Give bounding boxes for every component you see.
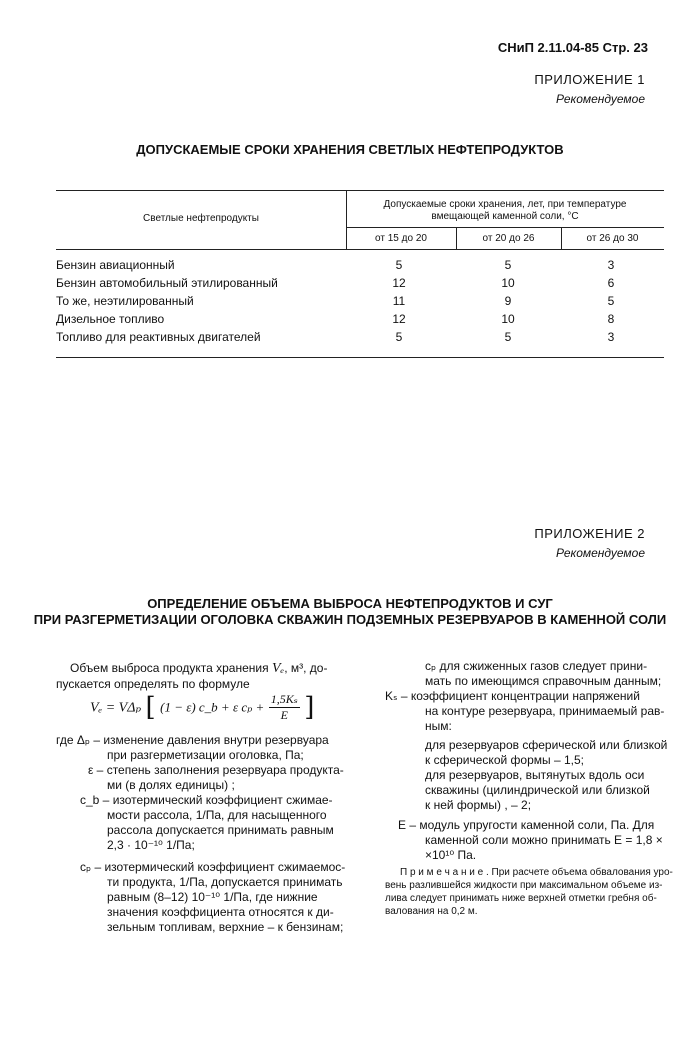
- table-cell: 10: [501, 312, 515, 326]
- e-line3: ×10¹⁰ Па.: [425, 848, 477, 862]
- cp-line2: ти продукта, 1/Па, допускается принимать: [107, 875, 343, 889]
- table-cell: 5: [504, 258, 512, 272]
- storage-table: [56, 190, 664, 360]
- cb-line4: 2,3 · 10⁻¹⁰ 1/Па;: [107, 838, 195, 852]
- bracket-close-icon: ]: [304, 692, 315, 723]
- appendix2-title-line2: ПРИ РАЗГЕРМЕТИЗАЦИИ ОГОЛОВКА СКВАЖИН ПОДЗЕМНЫХ РЕЗЕРВУАРОВ В КАМЕННОЙ СОЛИ: [33, 612, 667, 627]
- product-name: Бензин автомобильный этилированный: [56, 276, 278, 290]
- table-row: [56, 312, 664, 330]
- appendix2-label: ПРИЛОЖЕНИЕ 2: [534, 526, 645, 541]
- product-name: Бензин авиационный: [56, 258, 175, 272]
- note-line4: валования на 0,2 м.: [385, 906, 478, 917]
- table-cell: 12: [392, 312, 406, 326]
- bracket-open-icon: [: [145, 692, 156, 723]
- table-row: [56, 258, 664, 276]
- ks-line3: ным:: [425, 719, 452, 733]
- formula-body: (1 − ε) c_b + ε cₚ +: [160, 699, 265, 715]
- table-cell: 5: [395, 330, 403, 344]
- appendix1-label: ПРИЛОЖЕНИЕ 1: [534, 72, 645, 87]
- where-dp-line2: при разгерметизации оголовка, Па;: [107, 748, 304, 762]
- table-cell: 11: [392, 294, 406, 308]
- note-line2: вень разлившейся жидкости при максимальном объеме из-: [385, 880, 663, 891]
- eps-line1: ε – степень заполнения резервуара продукта-: [88, 763, 344, 777]
- table-cell: 5: [395, 258, 403, 272]
- table-cell: 5: [504, 330, 512, 344]
- appendix2-title-line1: ОПРЕДЕЛЕНИЕ ОБЪЕМА ВЫБРОСА НЕФТЕПРОДУКТОВ И СУГ: [147, 596, 553, 611]
- right-cp-line1: cₚ для сжиженных газов следует прини-: [425, 659, 648, 673]
- appendix1-title: ДОПУСКАЕМЫЕ СРОКИ ХРАНЕНИЯ СВЕТЛЫХ НЕФТЕПРОДУКТОВ: [136, 142, 564, 157]
- right-cp-line2: мать по имеющимся справочным данным;: [425, 674, 662, 688]
- table-cell: 3: [607, 258, 615, 272]
- intro-line1: Объем выброса продукта хранения Vₑ, м³, до-: [70, 661, 328, 676]
- table-row: [56, 276, 664, 294]
- formula-fraction: $\frac{\text{1,5Kₛ}}{E}$: [270, 692, 298, 722]
- e-line1: E – модуль упругости каменной соли, Па. Для: [398, 818, 655, 832]
- product-name: Топливо для реактивных двигателей: [56, 330, 261, 344]
- ks-line1: Kₛ – коэффициент концентрации напряжений: [385, 689, 640, 703]
- product-name: Дизельное топливо: [56, 312, 165, 326]
- table-row: [56, 330, 664, 348]
- table-row: [56, 294, 664, 312]
- cb-line3: рассола допускается принимать равным: [107, 823, 334, 837]
- where-dp-line1: где Δₚ – изменение давления внутри резервуара: [56, 733, 329, 747]
- table-cell: 3: [607, 330, 615, 344]
- ks-sphere-line1: для резервуаров сферической или близкой: [425, 738, 668, 752]
- formula-lhs: Vₑ = VΔₚ: [90, 700, 142, 716]
- cp-line5: зельным топливам, верхние – к бензинам;: [107, 920, 344, 934]
- ks-line2: на контуре резервуара, принимаемый рав-: [425, 704, 665, 718]
- cb-line1: c_b – изотермический коэффициент сжимае-: [80, 793, 333, 807]
- table-cell: 8: [607, 312, 615, 326]
- range-header: от 15 до 20: [375, 233, 427, 244]
- table-cell: 12: [392, 276, 406, 290]
- table-cell: 6: [607, 276, 615, 290]
- ks-cyl-line3: к ней формы) , – 2;: [425, 798, 532, 812]
- range-header: от 26 до 30: [586, 233, 639, 244]
- cb-line2: мости рассола, 1/Па, для насыщенного: [107, 808, 327, 822]
- cp-line4: значения коэффициента относятся к ди-: [107, 905, 334, 919]
- col-header-terms-line1: Допускаемые сроки хранения, лет, при температуре: [383, 199, 627, 210]
- volume-formula: [90, 692, 360, 728]
- cp-line1: cₚ – изотермический коэффициент сжимаемос-: [80, 860, 346, 874]
- product-name: То же, неэтилированный: [56, 294, 194, 308]
- range-header: от 20 до 26: [482, 233, 535, 244]
- ks-cyl-line1: для резервуаров, вытянутых вдоль оси: [425, 768, 645, 782]
- appendix2-status: Рекомендуемое: [556, 546, 645, 560]
- cp-line3: равным (8–12) 10⁻¹⁰ 1/Па, где нижние: [107, 890, 318, 904]
- ks-cyl-line2: скважины (цилиндрической или близкой: [425, 783, 650, 797]
- table-cell: 10: [501, 276, 515, 290]
- col-header-terms-line2: вмещающей каменной соли, °С: [431, 211, 579, 222]
- intro-line2: пускается определять по формуле: [56, 677, 250, 691]
- e-line2: каменной соли можно принимать E = 1,8 ×: [425, 833, 663, 847]
- table-cell: 9: [504, 294, 512, 308]
- table-cell: 5: [607, 294, 615, 308]
- appendix1-status: Рекомендуемое: [556, 92, 645, 106]
- col-header-products: Светлые нефтепродукты: [143, 213, 259, 224]
- eps-line2: ми (в долях единицы) ;: [107, 778, 235, 792]
- ks-sphere-line2: к сферической формы – 1,5;: [425, 753, 584, 767]
- note-line3: лива следует принимать ниже верхней отметки гребня об-: [385, 893, 657, 904]
- page-header-code: СНиП 2.11.04-85 Стр. 23: [497, 40, 648, 55]
- note-line1: П р и м е ч а н и е . При расчете объема обвалования уро-: [400, 867, 673, 878]
